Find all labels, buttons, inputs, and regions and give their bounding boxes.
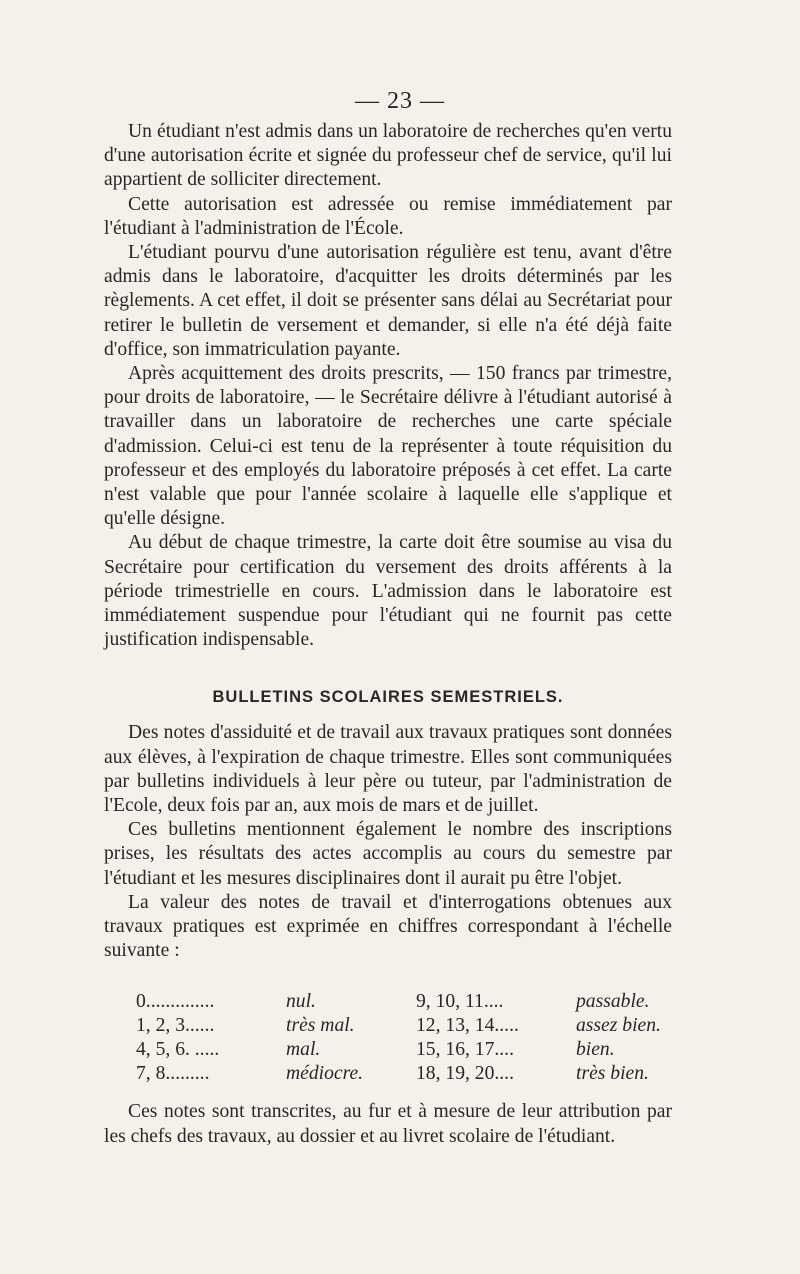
paragraph: L'étudiant pourvu d'une autorisation régulière est tenu, avant d'être admis dans le laboratoire, d'acquitter les droits déterminés par les règlements. A cet effet, il doit se présenter sans délai au Secrétariat pour retirer le bulletin de versement et demander, si elle n'a été déjà faite d'office, son immatriculation payante. bbox=[104, 242, 672, 360]
notes-cell: 15, 16, 17.... bbox=[416, 1038, 514, 1060]
grade-scale-table bbox=[136, 990, 661, 1087]
grade-scale-row bbox=[136, 990, 661, 1014]
notes-cell: 7, 8......... bbox=[136, 1063, 210, 1085]
grade-cell: très mal. bbox=[286, 1014, 355, 1036]
notes-cell: 0.............. bbox=[136, 990, 215, 1012]
grade-scale-row bbox=[136, 1062, 661, 1086]
paragraph: Après acquittement des droits prescrits, — 150 francs par trimestre, pour droits de laboratoire, — le Secrétaire délivre à l'étudiant autorisé à travailler dans un laboratoire de recherches une carte spéciale d'admission. Celui-ci est tenu de la représenter à toute réquisition du professeur et des employés du laboratoire préposés à cet effet. La carte n'est valable que pour l'année scolaire à laquelle elle s'applique et qu'elle désigne. bbox=[104, 363, 672, 530]
notes-cell: 12, 13, 14..... bbox=[416, 1014, 519, 1036]
grade-cell: assez bien. bbox=[576, 1014, 661, 1036]
notes-cell: 1, 2, 3...... bbox=[136, 1014, 215, 1036]
paragraph: Au début de chaque trimestre, la carte doit être soumise au visa du Secrétaire pour certification du versement des droits afférents à la période trimestrielle en cours. L'admission dans le laboratoire est immédiatement suspendue pour l'étudiant qui ne fournit pas cette justification indispensable. bbox=[104, 532, 672, 651]
notes-cell: 4, 5, 6. ..... bbox=[136, 1038, 220, 1060]
notes-cell: 18, 19, 20.... bbox=[416, 1063, 514, 1085]
grade-cell: très bien. bbox=[576, 1063, 649, 1085]
page-number: — 23 — bbox=[355, 88, 445, 114]
grade-cell: mal. bbox=[286, 1038, 321, 1060]
closing-paragraph: Ces notes sont transcrites, au fur et à mesure de leur attribution par les chefs des travaux, au dossier et au livret scolaire de l'étudiant. bbox=[104, 1101, 672, 1147]
grade-cell: bien. bbox=[576, 1038, 615, 1060]
paragraph: Des notes d'assiduité et de travail aux travaux pratiques sont données aux élèves, à l'expiration de chaque trimestre. Elles sont communiquées par bulletins individuels à leur père ou tuteur, par l'administration de l'Ecole, deux fois par an, aux mois de mars et de juillet. bbox=[104, 722, 672, 817]
section-heading: BULLETINS SCOLAIRES SEMESTRIELS. bbox=[212, 688, 564, 707]
grade-cell: nul. bbox=[286, 990, 316, 1012]
paragraph: La valeur des notes de travail et d'interrogations obtenues aux travaux pratiques est exprimée en chiffres correspondant à l'échelle suivante : bbox=[104, 891, 672, 962]
grade-scale-row bbox=[136, 1014, 661, 1038]
paragraph: Cette autorisation est adressée ou remise immédiatement par l'étudiant à l'administration de l'École. bbox=[104, 193, 672, 239]
notes-cell: 9, 10, 11.... bbox=[416, 990, 504, 1012]
grade-scale-row bbox=[136, 1038, 661, 1062]
paragraph: Ces bulletins mentionnent également le nombre des inscriptions prises, les résultats des actes accomplis au cours du semestre par l'étudiant et les mesures disciplinaires dont il aurait pu être l'objet. bbox=[104, 819, 672, 889]
page-body bbox=[104, 120, 672, 1149]
paragraph: Un étudiant n'est admis dans un laboratoire de recherches qu'en vertu d'une autorisation écrite et signée du professeur chef de service, qu'il lui appartient de solliciter directement. bbox=[104, 121, 672, 191]
grade-cell: passable. bbox=[576, 990, 650, 1012]
grade-cell: médiocre. bbox=[286, 1063, 364, 1085]
